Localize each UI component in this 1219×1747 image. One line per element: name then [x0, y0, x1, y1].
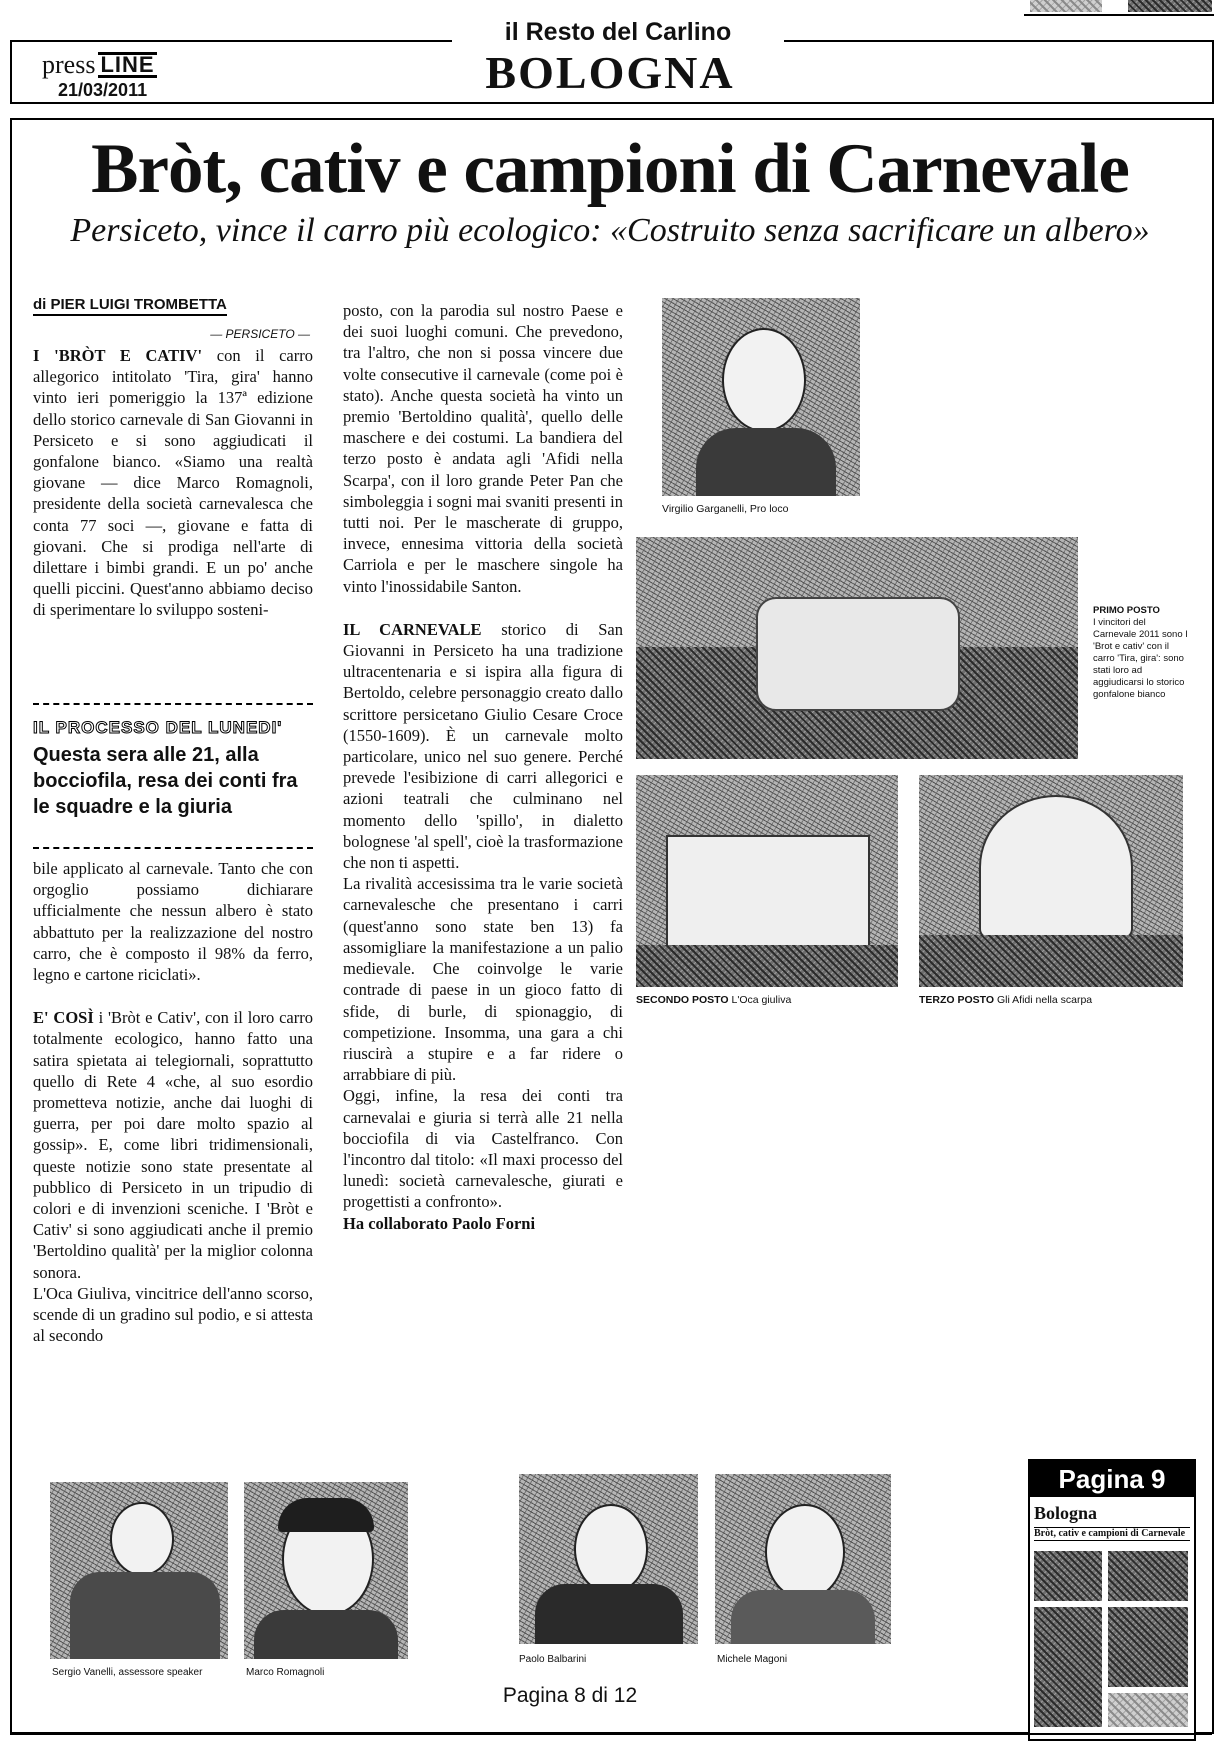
paragraph: bile applicato al carnevale. Tanto che con orgoglio possiamo dichiarare ufficialmente che nessun albero è stato abbattuto per la realizzazione del nostro carro, che è composto il 98% da ferro, legno e cartone riciclati».: [33, 859, 313, 985]
paragraph-lead: I 'BRÒT E CATIV': [33, 346, 203, 365]
photo-sergio-vanelli: [50, 1482, 228, 1659]
paragraph: [33, 345, 313, 621]
caption-person: Marco Romagnoli: [246, 1667, 325, 1678]
caption-label: PRIMO POSTO: [1093, 605, 1160, 616]
photo-terzo-posto: [919, 775, 1183, 987]
thumbnail-photo: [1108, 1607, 1188, 1687]
photo-paolo-balbarini: [519, 1474, 698, 1644]
caption-terzo-posto: [919, 994, 1092, 1006]
caption-text: Gli Afidi nella scarpa: [994, 994, 1093, 1006]
page-counter: Pagina 8 di 12: [502, 1684, 638, 1707]
edition-title: BOLOGNA: [485, 47, 735, 98]
caption-secondo-posto: [636, 994, 791, 1006]
photo-primo-posto: [636, 537, 1078, 759]
byline: di PIER LUIGI TROMBETTA: [33, 296, 227, 316]
caption-primo-posto: [1093, 605, 1191, 701]
caption-person: Michele Magoni: [717, 1654, 788, 1665]
paragraph: [33, 1007, 313, 1283]
caption-person: Sergio Vanelli, assessore speaker: [52, 1667, 203, 1678]
box-label: IL PROCESSO DEL LUNEDI': [33, 718, 283, 737]
photo-virgilio-garganelli: [662, 298, 860, 496]
paragraph: La rivalità accesissima tra le varie società carnevalesche che presentano i carri (quest'anno sono state ben 13) fa assomigliare la manifestazione a un palio medievale. Che coinvolge le varie contrade di paese in un gioco fatto di sfide, di burle, di spionaggio, di competizione. Insomma, una gara a chi riuscirà a stupire e a far ridere o arrabbiare di più.: [343, 874, 623, 1085]
caption-portrait: Virgilio Garganelli, Pro loco: [662, 503, 789, 515]
credit: Ha collaborato Paolo Forni: [343, 1213, 536, 1233]
pressline-brand-right: LINE: [100, 52, 155, 77]
sidebar-box: [33, 703, 313, 849]
column-2: [343, 300, 623, 1450]
masthead-rule: [10, 40, 450, 42]
thumbnail-photo: [1108, 1551, 1188, 1601]
thumbnail-edition: Bologna: [1034, 1503, 1098, 1523]
column-1-bottom: [33, 858, 313, 1450]
headline: Bròt, cativ e campioni di Carnevale: [91, 130, 1129, 208]
caption-label: TERZO POSTO: [919, 994, 995, 1006]
photo-secondo-posto: [636, 775, 898, 987]
top-preview-strip: [1024, 0, 1214, 16]
thumbnail-photo: [1034, 1551, 1102, 1601]
paragraph: Oggi, infine, la resa dei conti tra carnevalai e giuria si terrà alle 21 nella bocciofila di via Castelfranco. Con l'incontro dal titolo: «Il maxi processo del lunedì: società carnevalesche, giurati e progettisti a confronto».: [343, 1086, 623, 1212]
caption-text: L'Oca giuliva: [728, 994, 792, 1006]
paragraph-text: i 'Bròt e Cativ', con il loro carro totalmente ecologico, hanno fatto una satira spietata ai telegiornali, soprattutto quello di Rete 4 «che, al suo esordio prometteva notizie, anche dai luoghi di guerra, per poi dare molto spazio al gossip». E, come libri tridimensionali, queste notizie sono state presentate al pubblico di Persiceto in un tripudio di colori e di invenzioni sceniche. I 'Bròt e Cativ' si sono aggiudicati anche il premio 'Bertoldino qualità' per la miglior colonna sonora.: [33, 1008, 313, 1282]
paragraph-text: storico di San Giovanni in Persiceto ha una tradizione ultracentenaria e si ispira alla figura di Bertoldo, celebre personaggio creato dallo scrittore persicetano Giulio Cesare Croce (1550-1609). È un carnevale molto particolare, unico nel suo genere. Perché prevede l'esibizione di carri allegorici e azioni teatrali che culminano nel momento dello 'spillo', in dialetto bolognese 'al spell', cioè la trasformazione che non ti aspetti.: [343, 619, 623, 873]
box-text: Questa sera alle 21, alla bocciofila, resa dei conti fra le squadre e la giuria: [33, 744, 298, 818]
paragraph-text: con il carro allegorico intitolato 'Tira, gira' hanno vinto ieri pomeriggio la 137ª edizione dello storico carnevale di San Giovanni in Persiceto e si sono aggiudicati il gonfalone bianco. «Siamo una realtà giovane — dice Marco Romagnoli, presidente della società carnevalesca che conta 77 soci —, giovane e fatta di giovani. Che si prodiga nell'arte di dilettare i bimbi grandi. E un po' anche quelli piccini. Quest'anno abbiamo deciso di sperimentare lo sviluppo sosteni-: [33, 346, 313, 620]
paragraph-lead: IL CARNEVALE: [343, 619, 482, 639]
caption-person: Paolo Balbarini: [519, 1654, 587, 1665]
thumbnail-photo: [1034, 1607, 1102, 1727]
photo-marco-romagnoli: [244, 1482, 408, 1659]
paragraph-lead: E' COSÌ: [33, 1008, 94, 1028]
pressline-brand-left: press: [42, 50, 96, 79]
dateline: — PERSICETO —: [210, 327, 310, 341]
subheadline: Persiceto, vince il carro più ecologico: «Costruito senza sacrificare un albero»: [70, 212, 1150, 249]
newspaper-title: il Resto del Carlino: [452, 18, 784, 47]
next-page-thumbnail[interactable]: [1028, 1459, 1196, 1741]
caption-text: I vincitori del Carnevale 2011 sono I 'Brot e cativ' con il carro 'Tira, gira': sono stati loro ad aggiudicarsi lo storico gonfalone bianco: [1093, 617, 1188, 700]
bottom-rule: [10, 1733, 1212, 1735]
paragraph: L'Oca Giuliva, vincitrice dell'anno scorso, scende di un gradino sul podio, e si attesta al secondo: [33, 1283, 313, 1346]
paragraph: [343, 619, 623, 873]
thumbnail-headline: Bròt, cativ e campioni di Carnevale: [1034, 1527, 1190, 1541]
paragraph: posto, con la parodia sul nostro Paese e dei suoi luoghi comuni. Che prevedono, tra l'altro, che non si possa vincere due volte consecutive il carnevale (come poi è stato). Anche questa società ha vinto un premio 'Bertoldino qualità', quello delle maschere e dei costumi. La bandiera del terzo posto è andata agli 'Afidi nella Scarpa', con il loro grande Peter Pan che simboleggia i sogni mai svaniti presenti in tutti noi. Per le mascherate di gruppo, invece, ennesima vittoria della società Carriola e per le maschere singole ha vinto l'inossidabile Santon.: [343, 301, 623, 596]
caption-label: SECONDO POSTO: [636, 994, 729, 1006]
column-1-top: [33, 345, 313, 690]
thumbnail-page-label[interactable]: Pagina 9: [1030, 1461, 1194, 1497]
thumbnail-text-block: [1108, 1693, 1188, 1727]
pressline-logo: [42, 50, 157, 80]
press-date: 21/03/2011: [58, 80, 148, 100]
photo-michele-magoni: [715, 1474, 891, 1644]
